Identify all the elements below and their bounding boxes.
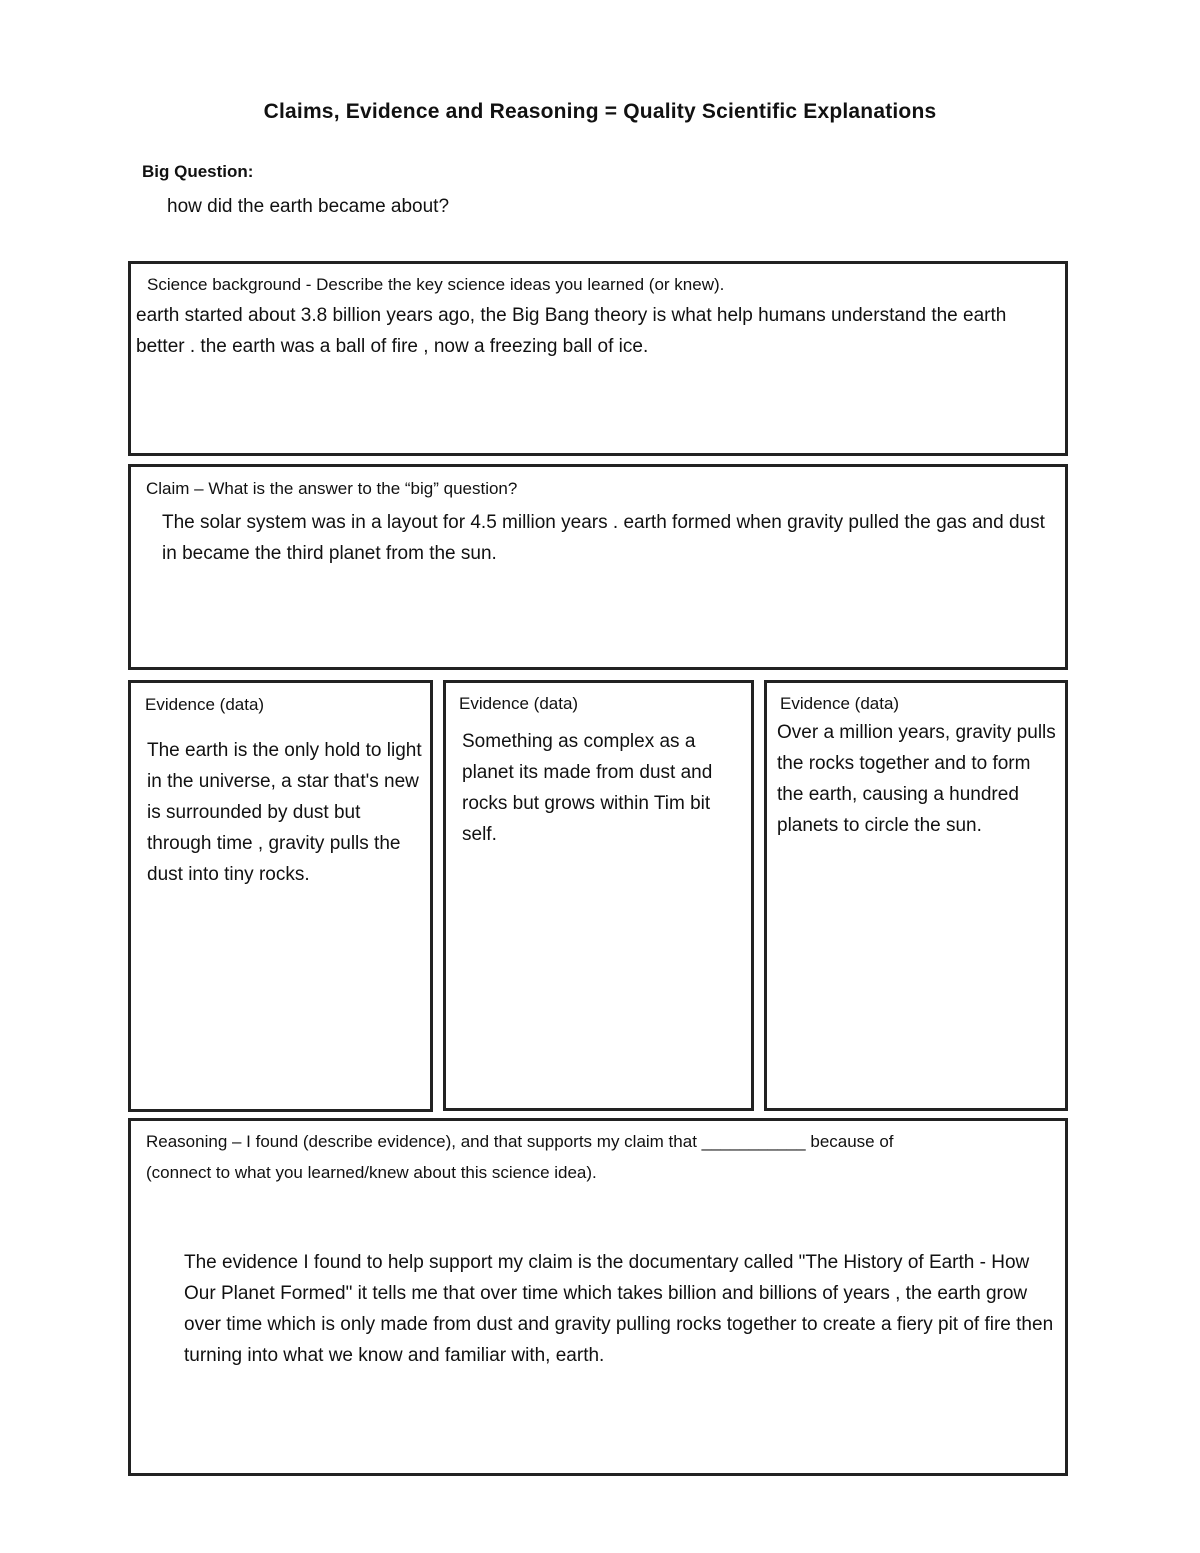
evidence-box-2 — [443, 680, 754, 1111]
evidence-label-3: Evidence (data) — [780, 694, 900, 713]
reasoning-label-line1: Reasoning – I found (describe evidence), and that supports my claim that ___________ because of — [146, 1132, 894, 1151]
big-question-answer: how did the earth became about? — [167, 196, 450, 217]
evidence-label-1: Evidence (data) — [145, 695, 265, 714]
evidence-box-1 — [128, 680, 433, 1112]
evidence-box-3 — [764, 680, 1068, 1111]
claim-label: Claim – What is the answer to the “big” question? — [146, 479, 518, 498]
reasoning-label-line2: (connect to what you learned/knew about this science idea). — [146, 1163, 597, 1182]
claim-text: The solar system was in a layout for 4.5 million years . earth formed when gravity pulled the gas and dust in became the third planet from the sun. — [162, 512, 1045, 564]
evidence-label-2: Evidence (data) — [459, 694, 579, 713]
big-question-label: Big Question: — [142, 162, 254, 181]
reasoning-box — [128, 1118, 1068, 1476]
page-title: Claims, Evidence and Reasoning = Quality Scientific Explanations — [263, 100, 937, 123]
reasoning-text: The evidence I found to help support my claim is the documentary called "The History of Earth - How Our Planet Formed" it tells me that over time which takes billion and billions of years , the earth grow over time which is only made from dust and gravity pulling rocks together to create a fiery pit of fire then turning into what we know and familiar with, earth. — [184, 1252, 1054, 1366]
science-background-box — [128, 261, 1068, 456]
science-background-label: Science background - Describe the key science ideas you learned (or knew). — [147, 275, 725, 294]
evidence-text-1: The earth is the only hold to light in the universe, a star that's new is surrounded by dust but through time , gravity pulls the dust into tiny rocks. — [147, 740, 422, 885]
evidence-text-3: Over a million years, gravity pulls the rocks together and to form the earth, causing a hundred planets to circle the sun. — [777, 722, 1056, 836]
science-background-text: earth started about 3.8 billion years ago, the Big Bang theory is what help humans understand the earth better . the earth was a ball of fire , now a freezing ball of ice. — [136, 305, 1007, 357]
evidence-text-2: Something as complex as a planet its made from dust and rocks but grows within Tim bit self. — [462, 731, 713, 845]
claim-box — [128, 464, 1068, 670]
